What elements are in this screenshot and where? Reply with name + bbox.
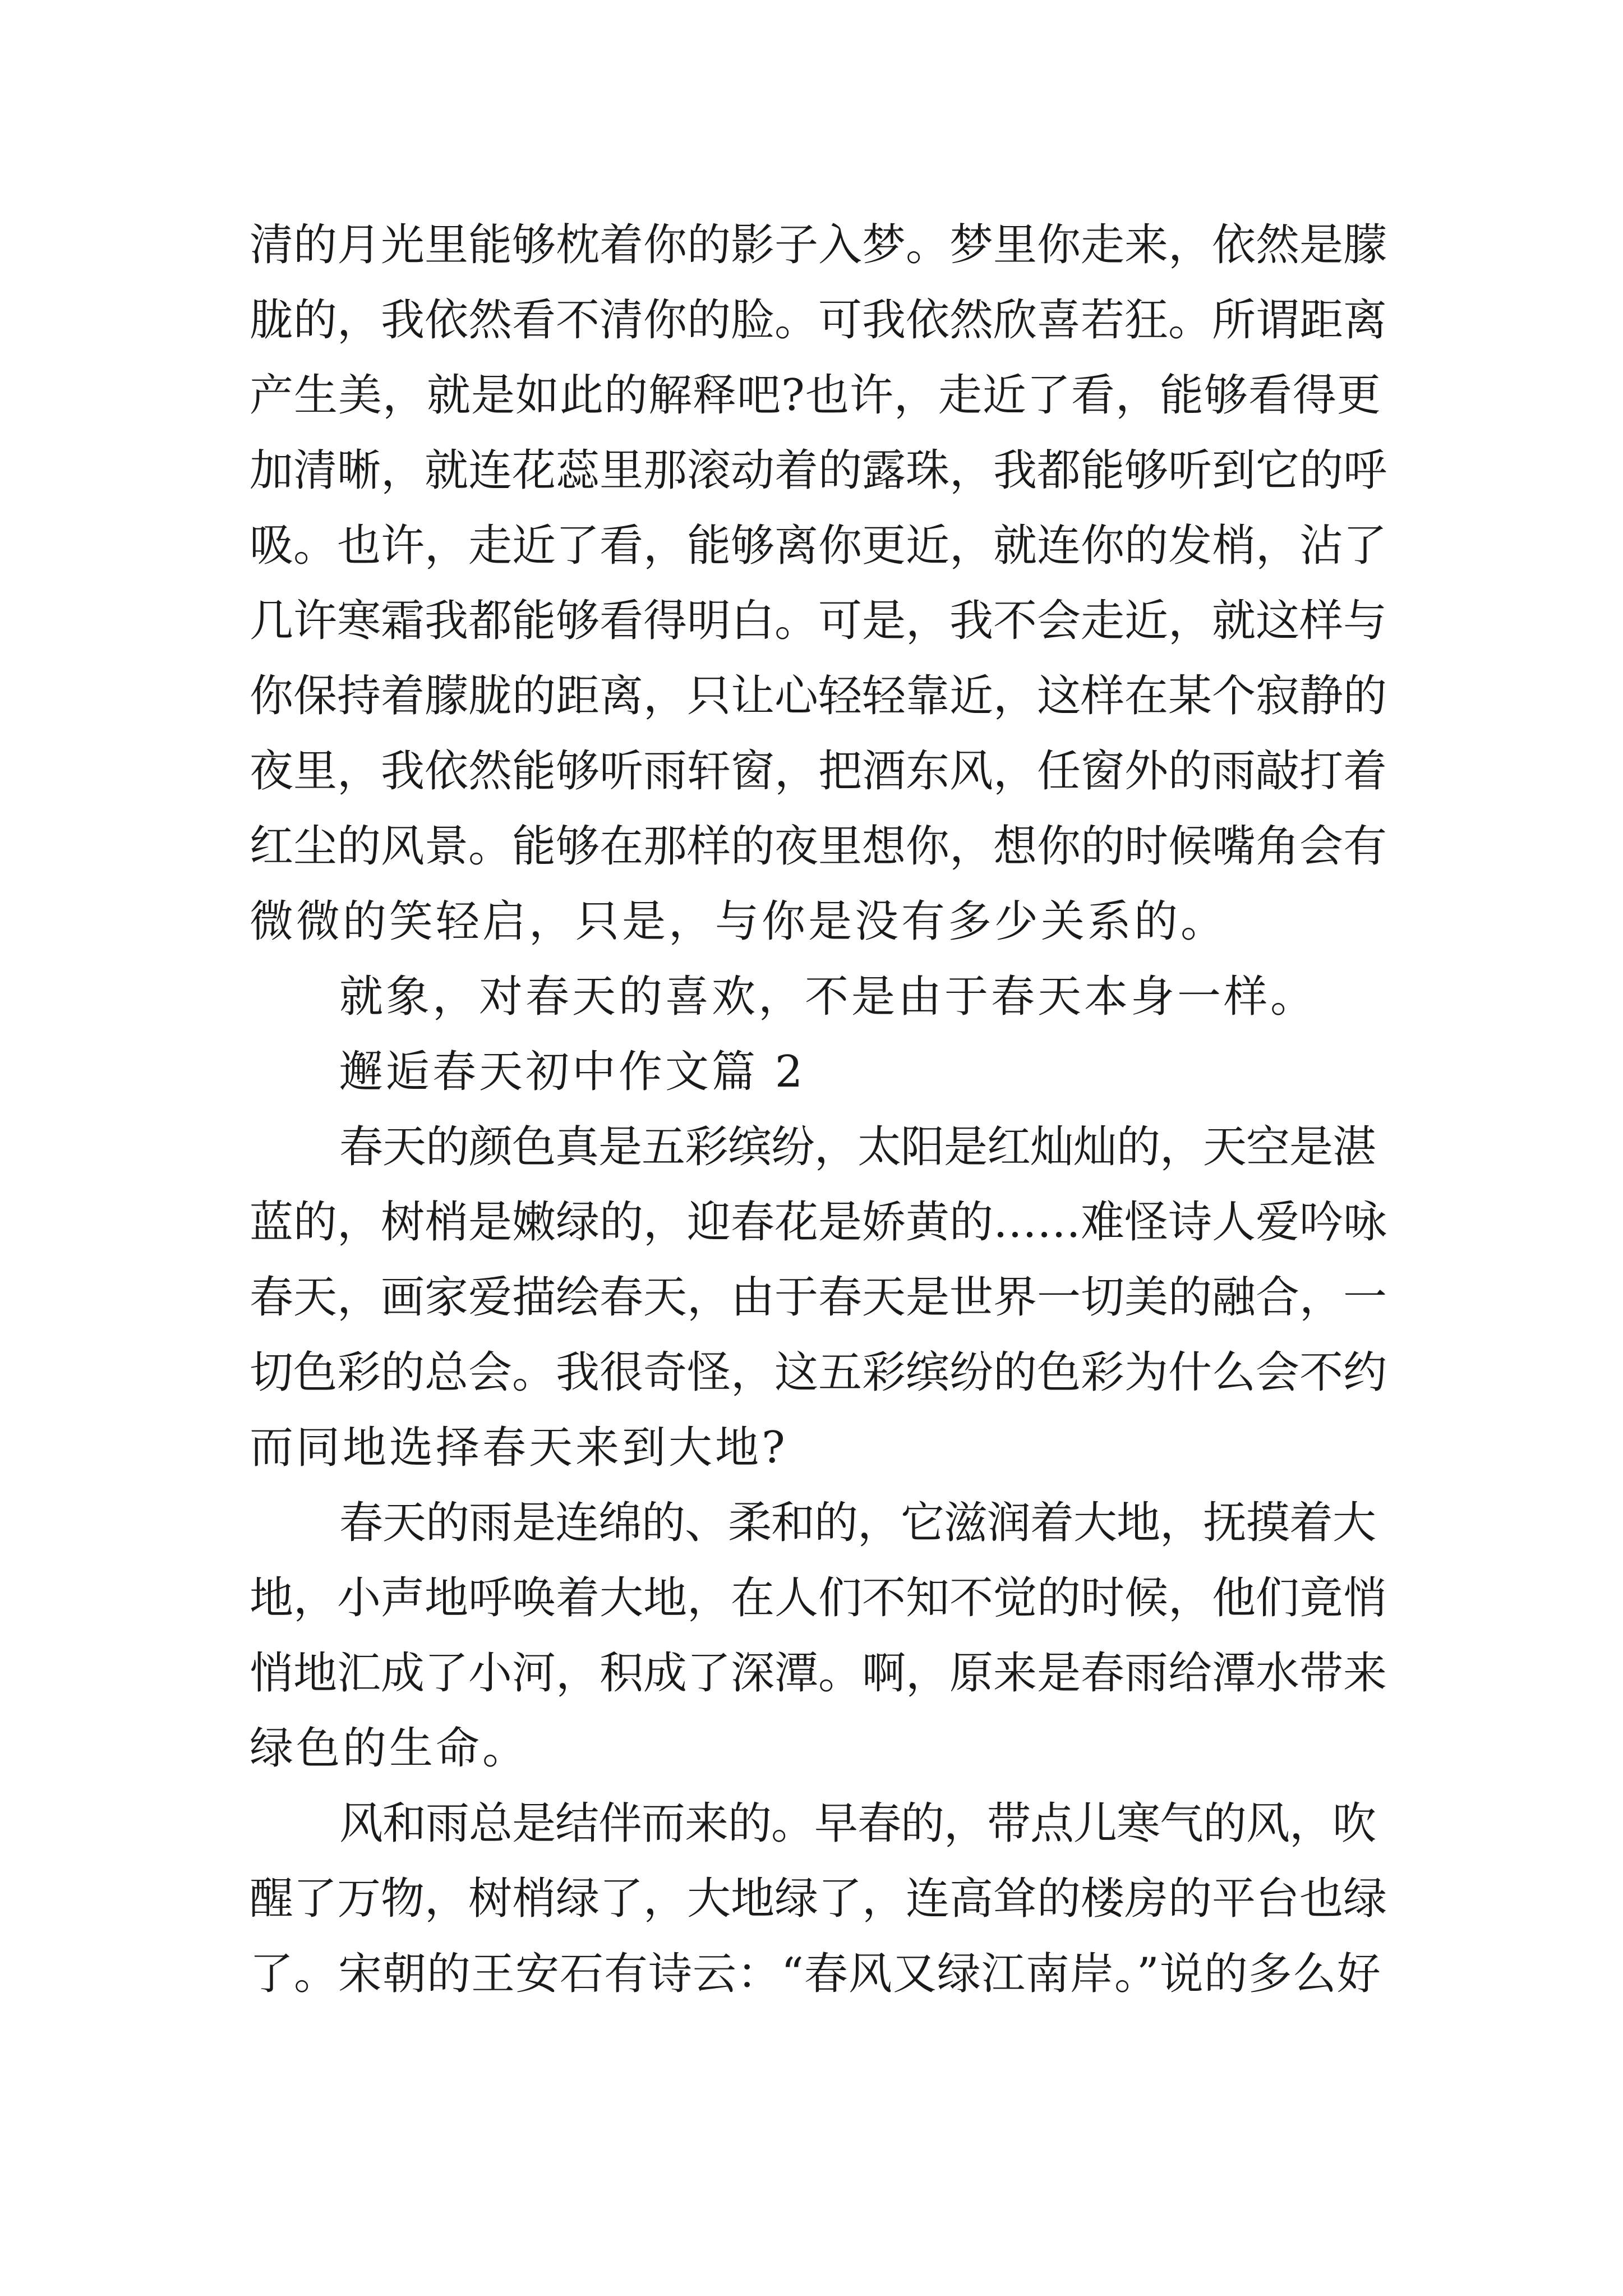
text-line: 悄地汇成了小河，积成了深潭。啊，原来是春雨给潭水带来: [250, 1648, 1387, 1699]
text-line: 邂逅春天初中作文篇 2: [339, 1047, 806, 1097]
text-line: 红尘的风景。能够在那样的夜里想你，想你的时候嘴角会有: [250, 821, 1387, 872]
text-line: 加清晰，就连花蕊里那滚动着的露珠，我都能够听到它的呼: [250, 445, 1387, 496]
text-line: 醒了万物，树梢绿了，大地绿了，连高耸的楼房的平台也绿: [250, 1874, 1387, 1924]
text-line: 你保持着朦胧的距离，只让心轻轻靠近，这样在某个寂静的: [250, 671, 1387, 721]
text-line: 产生美，就是如此的解释吧?也许，走近了看，能够看得更: [250, 370, 1381, 421]
text-line: 微微的笑轻启，只是，与你是没有多少关系的。: [250, 896, 1228, 947]
essay-body: [250, 208, 1388, 2012]
text-line: 胧的，我依然看不清你的脸。可我依然欣喜若狂。所谓距离: [250, 295, 1387, 346]
text-line: 吸。也许，走近了看，能够离你更近，就连你的发梢，沾了: [250, 521, 1387, 571]
text-line: 夜里，我依然能够听雨轩窗，把酒东风，任窗外的雨敲打着: [250, 746, 1387, 797]
text-line: 春天的雨是连绵的、柔和的，它滋润着大地，抚摸着大: [339, 1498, 1376, 1548]
text-line: 地，小声地呼唤着大地，在人们不知不觉的时候，他们竟悄: [250, 1573, 1387, 1623]
text-line: 而同地选择春天来到大地?: [250, 1423, 788, 1473]
text-line: 绿色的生命。: [250, 1723, 529, 1774]
text-line: 蓝的，树梢是嫩绿的，迎春花是娇黄的……难怪诗人爱吟咏: [250, 1197, 1387, 1248]
text-line: 清的月光里能够枕着你的影子入梦。梦里你走来，依然是朦: [250, 220, 1387, 270]
text-line: 就象，对春天的喜欢，不是由于春天本身一样。: [339, 972, 1317, 1022]
text-line: 春天，画家爱描绘春天，由于春天是世界一切美的融合，一: [250, 1272, 1387, 1323]
text-line: 切色彩的总会。我很奇怪，这五彩缤纷的色彩为什么会不约: [250, 1347, 1387, 1398]
text-line: 几许寒霜我都能够看得明白。可是，我不会走近，就这样与: [250, 596, 1387, 646]
text-line: 风和雨总是结伴而来的。早春的，带点儿寒气的风，吹: [339, 1798, 1376, 1849]
text-line: 了。宋朝的王安石有诗云：“春风又绿江南岸。”说的多么好: [250, 1949, 1381, 1999]
text-line: 春天的颜色真是五彩缤纷，太阳是红灿灿的，天空是湛: [339, 1122, 1376, 1172]
